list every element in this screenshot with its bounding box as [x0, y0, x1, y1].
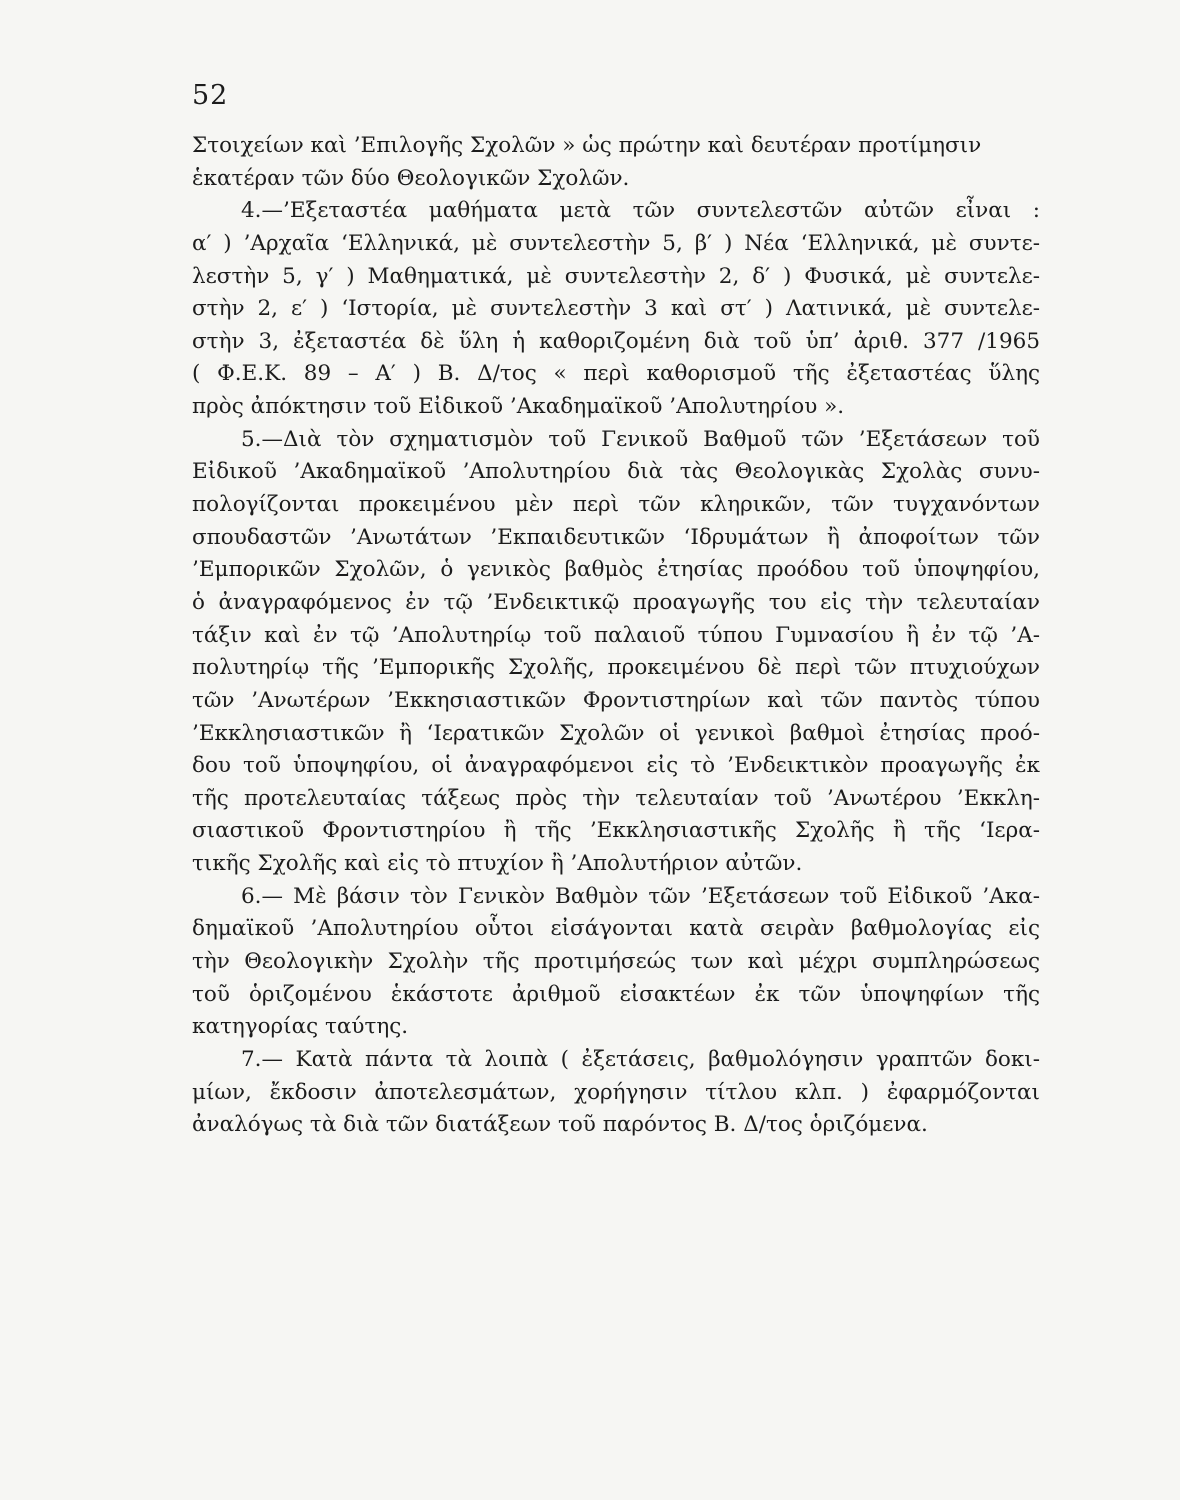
paragraph-6-start: 6.— Μὲ βάσιν τὸν Γενικὸν Βαθμὸν τῶν ’Εξετάσεων τοῦ Εἰδικοῦ ’Ακα- — [241, 883, 1040, 909]
text-line: τικῆς Σχολῆς καὶ εἰς τὸ πτυχίον ἢ ’Απολυτήριον αὐτῶν. — [192, 851, 803, 877]
text-line: τὴν Θεολογικὴν Σχολὴν τῆς προτιμήσεώς των καὶ μέχρι συμπληρώσεως — [192, 949, 1040, 975]
text-line: α′ ) ’Αρχαῖα ‘Ελληνικά, μὲ συντελεστὴν 5, β′ ) Νέα ‘Ελληνικά, μὲ συντε- — [192, 230, 1040, 256]
text-line: ’Εκκλησιαστικῶν ἢ ‘Ιερατικῶν Σχολῶν οἱ γενικοὶ βαθμοὶ ἐτησίας προό- — [192, 720, 1040, 746]
text-line: ἀναλόγως τὰ διὰ τῶν διατάξεων τοῦ παρόντος Β. Δ/τος ὁριζόμενα. — [192, 1112, 928, 1138]
text-line: πρὸς ἀπόκτησιν τοῦ Εἰδικοῦ ’Ακαδημαϊκοῦ ’Απολυτηρίου ». — [192, 394, 845, 420]
paragraph-4-start: 4.—’Εξεταστέα μαθήματα μετὰ τῶν συντελεστῶν αὐτῶν εἶναι : — [241, 198, 1040, 224]
text-line: ( Φ.Ε.Κ. 89 – Α′ ) Β. Δ/τος « περὶ καθορισμοῦ τῆς ἐξεταστέας ὕλης — [192, 361, 1040, 387]
text-line: σπουδαστῶν ’Ανωτάτων ’Εκπαιδευτικῶν ‘Ιδρυμάτων ἢ ἀποφοίτων τῶν — [192, 524, 1040, 550]
paragraph-5-start: 5.—Διὰ τὸν σχηματισμὸν τοῦ Γενικοῦ Βαθμοῦ τῶν ’Εξετάσεων τοῦ — [241, 426, 1040, 452]
text-line: Εἰδικοῦ ’Ακαδημαϊκοῦ ’Απολυτηρίου διὰ τὰς Θεολογικὰς Σχολὰς συνυ- — [192, 459, 1040, 485]
text-line: κατηγορίας ταύτης. — [192, 1014, 409, 1040]
text-line: τῶν ’Ανωτέρων ’Εκκησιαστικῶν Φροντιστηρίων καὶ τῶν παντὸς τύπου — [192, 687, 1040, 713]
body-text — [192, 130, 1040, 1142]
text-line: στὴν 2, ε′ ) ‘Ιστορία, μὲ συντελεστὴν 3 καὶ στ′ ) Λατινικά, μὲ συντελε- — [192, 296, 1040, 322]
text-line: σιαστικοῦ Φροντιστηρίου ἢ τῆς ’Εκκλησιαστικῆς Σχολῆς ἢ τῆς ‘Ιερα- — [192, 818, 1040, 844]
text-line: ἑκατέραν τῶν δύο Θεολογικῶν Σχολῶν. — [192, 165, 630, 191]
text-line: τῆς προτελευταίας τάξεως πρὸς τὴν τελευταίαν τοῦ ’Ανωτέρου ’Εκκλη- — [192, 785, 1040, 811]
text-line: Στοιχείων καὶ ’Επιλογῆς Σχολῶν » ὡς πρώτην καὶ δευτέραν προτίμησιν — [192, 133, 982, 158]
text-line: τάξιν καὶ ἐν τῷ ’Απολυτηρίῳ τοῦ παλαιοῦ τύπου Γυμνασίου ἢ ἐν τῷ ’Α- — [192, 622, 1040, 648]
text-line: λεστὴν 5, γ′ ) Μαθηματικά, μὲ συντελεστὴν 2, δ′ ) Φυσικά, μὲ συντελε- — [192, 263, 1040, 289]
text-line: τοῦ ὁριζομένου ἑκάστοτε ἀριθμοῦ εἰσακτέων ἐκ τῶν ὑποψηφίων τῆς — [192, 981, 1040, 1007]
text-line: δου τοῦ ὑποψηφίου, οἱ ἀναγραφόμενοι εἰς τὸ ’Ενδεικτικὸν προαγωγῆς ἐκ — [192, 753, 1040, 779]
text-line: πολογίζονται προκειμένου μὲν περὶ τῶν κληρικῶν, τῶν τυγχανόντων — [192, 492, 1040, 518]
paragraph-7-start: 7.— Κατὰ πάντα τὰ λοιπὰ ( ἐξετάσεις, βαθμολόγησιν γραπτῶν δοκι- — [241, 1046, 1040, 1072]
text-line: πολυτηρίῳ τῆς ’Εμπορικῆς Σχολῆς, προκειμένου δὲ περὶ τῶν πτυχιούχων — [192, 655, 1040, 681]
text-line: στὴν 3, ἐξεταστέα δὲ ὕλη ἡ καθοριζομένη διὰ τοῦ ὑπ’ ἀριθ. 377 /1965 — [192, 328, 1040, 354]
text-line: μίων, ἔκδοσιν ἀποτελεσμάτων, χορήγησιν τίτλου κλπ. ) ἐφαρμόζονται — [192, 1079, 1040, 1105]
text-line: δημαϊκοῦ ’Απολυτηρίου οὗτοι εἰσάγονται κατὰ σειρὰν βαθμολογίας εἰς — [192, 916, 1040, 942]
page-number: 52 — [192, 80, 229, 111]
text-line: ’Εμπορικῶν Σχολῶν, ὁ γενικὸς βαθμὸς ἐτησίας προόδου τοῦ ὑποψηφίου, — [192, 557, 1040, 583]
text-line: ὁ ἀναγραφόμενος ἐν τῷ ’Ενδεικτικῷ προαγωγῆς του εἰς τὴν τελευταίαν — [192, 589, 1040, 615]
